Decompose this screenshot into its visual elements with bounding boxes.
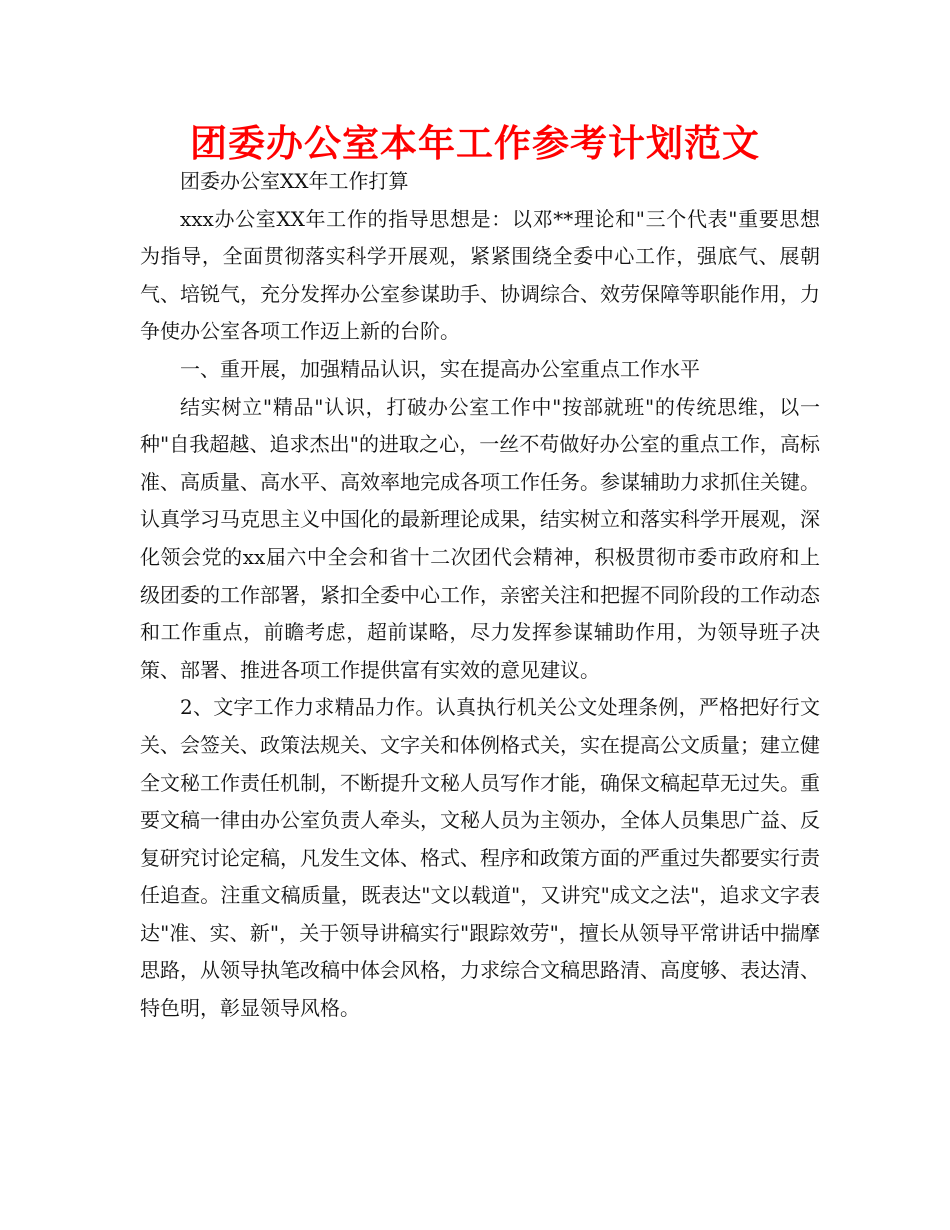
- document-body: [140, 163, 820, 1028]
- document-title: 团委办公室本年工作参考计划范文: [190, 122, 760, 165]
- paragraph-quality-awareness: 结实树立"精品"认识，打破办公室工作中"按部就班"的传统思维，以一种"自我超越、追求杰出"的进取之心，一丝不苟做好办公室的重点工作，高标准、高质量、高水平、高效率地完成各项工作任务。参谋辅助力求抓住关键。认真学习马克思主义中国化的最新理论成果，结实树立和落实科学开展观，深化领会党的xx届六中全会和省十二次团代会精神，积极贯彻市委市政府和上级团委的工作部署，紧扣全委中心工作，亲密关注和把握不同阶段的工作动态和工作重点，前瞻考虑，超前谋略，尽力发挥参谋辅助作用，为领导班子决策、部署、推进各项工作提供富有实效的意见建议。: [140, 394, 820, 682]
- paragraph-writing-work: 2、文字工作力求精品力作。认真执行机关公文处理条例，严格把好行文关、会签关、政策法规关、文字关和体例格式关，实在提高公文质量；建立健全文秘工作责任机制，不断提升文秘人员写作才能，确保文稿起草无过失。重要文稿一律由办公室负责人牵头，文秘人员为主领办，全体人员集思广益、反复研究讨论定稿，凡发生文体、格式、程序和政策方面的严重过失都要实行责任追查。注重文稿质量，既表达"文以载道"，又讲究"成文之法"，追求文字表达"准、实、新"，关于领导讲稿实行"跟踪效劳"，擅长从领导平常讲话中揣摩思路，从领导执笔改稿中体会风格，力求综合文稿思路清、高度够、表达清、特色明，彰显领导风格。: [140, 695, 820, 1021]
- section-heading-one: 一、重开展，加强精品认识，实在提高办公室重点工作水平: [180, 356, 700, 381]
- paragraph-subtitle: 团委办公室XX年工作打算: [180, 169, 409, 193]
- paragraph-guiding-thought: xxx办公室XX年工作的指导思想是：以邓**理论和"三个代表"重要思想为指导，全面贯彻落实科学开展观，紧紧围绕全委中心工作，强底气、展朝气、培锐气，充分发挥办公室参谋助手、协调综合、效劳保障等职能作用，力争使办公室各项工作迈上新的台阶。: [140, 206, 820, 344]
